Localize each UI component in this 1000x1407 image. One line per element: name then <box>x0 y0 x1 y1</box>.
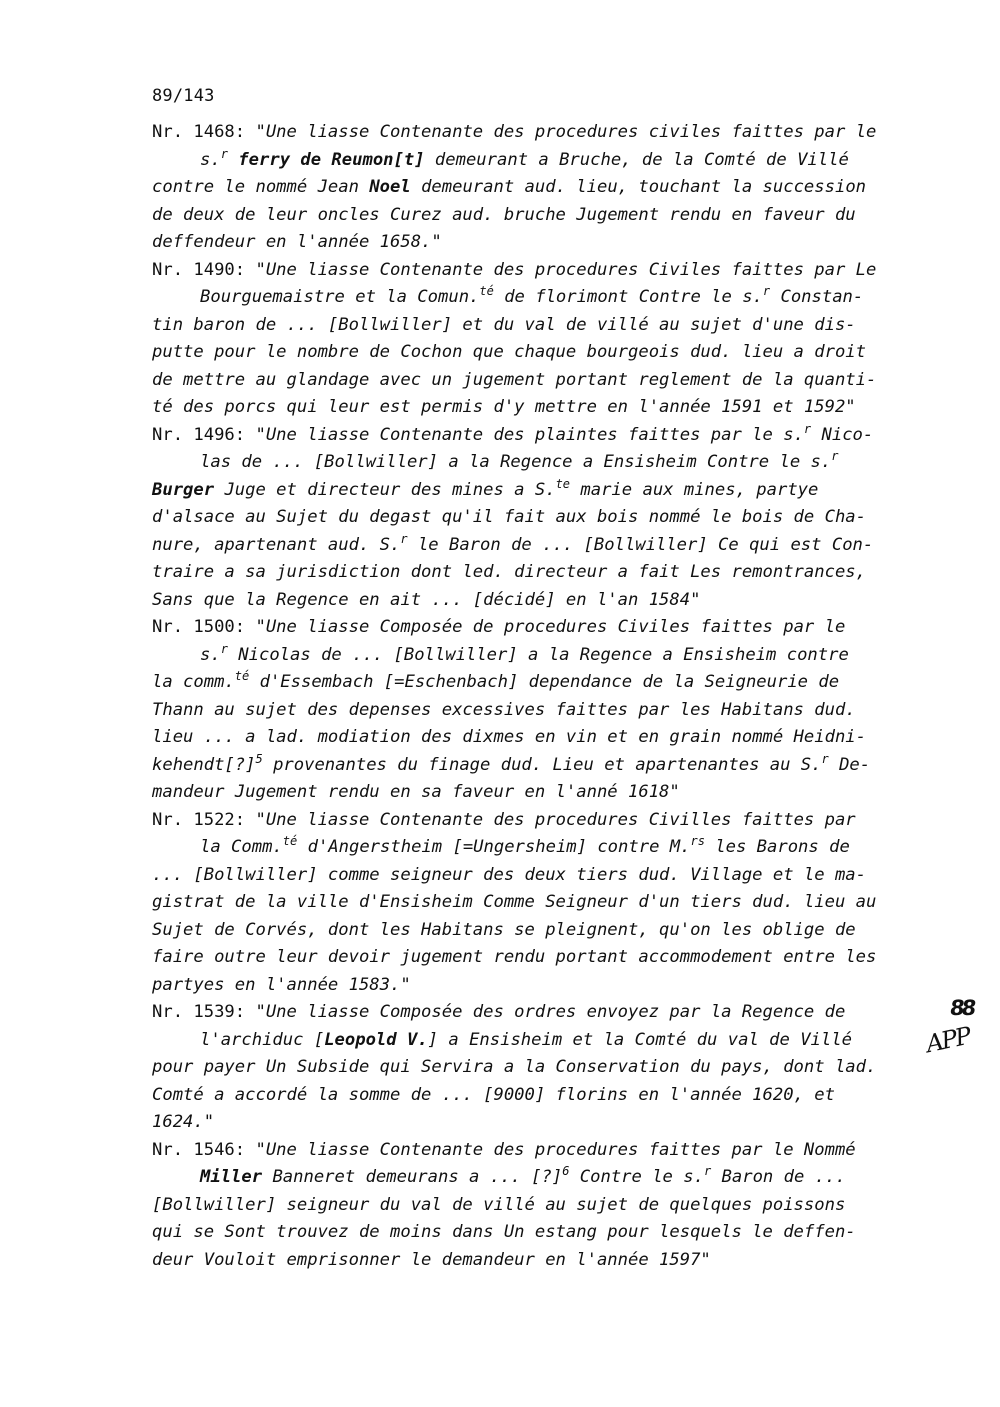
bold-name: Miller <box>200 1167 263 1187</box>
entry-number: Nr. 1496: <box>152 424 256 445</box>
entry-text: d'Angerstheim [=Ungersheim] contre M. <box>297 837 691 857</box>
entry-text: Bourguemaistre et la Comun. <box>200 287 480 307</box>
entry-text: Nico- <box>811 424 874 445</box>
entry-line <box>152 1054 932 1082</box>
entry-text: De- <box>828 754 871 775</box>
entries-list <box>152 119 932 1274</box>
entry-text: provenantes du finage dud. Lieu et apartenantes au S. <box>262 754 822 775</box>
entry-line <box>152 669 932 697</box>
entry-text: "Une liasse Composée de procedures Civiles faittes par le <box>255 617 846 637</box>
entry-line <box>152 1137 932 1165</box>
superscript: r <box>220 146 228 161</box>
bold-name: Noel <box>369 177 411 197</box>
entry-text: las de ... [Bollwiller] a la Regence a Ensisheim Contre le s. <box>200 452 832 472</box>
entry-text: 1624." <box>152 1112 215 1132</box>
entry-line <box>152 1247 932 1275</box>
superscript: té <box>282 834 298 848</box>
superscript: r <box>803 421 812 436</box>
entry-line <box>152 532 932 560</box>
entry-text: faire outre leur devoir jugement rendu portant accommodement entre les <box>152 947 877 967</box>
entry-line <box>152 257 932 285</box>
entry-text: de deux de leur oncles Curez aud. bruche Jugement rendu en faveur du <box>152 204 856 225</box>
archive-entry <box>152 807 932 1000</box>
entry-text: Contre le s. <box>569 1167 704 1187</box>
entry-line <box>152 284 932 312</box>
entry-text: nure, apartenant aud. S. <box>152 534 401 555</box>
archive-entry <box>152 119 932 257</box>
entry-text: Sujet de Corvés, dont les Habitans se pleignent, qu'on les oblige de <box>152 919 856 940</box>
entry-line <box>152 229 932 257</box>
superscript: r <box>703 1164 712 1178</box>
entry-text: "Une liasse Contenante des procedures civiles faittes par le <box>255 122 877 142</box>
entry-line <box>152 312 932 340</box>
bold-name: Burger <box>152 479 215 500</box>
entry-line <box>152 394 932 422</box>
entry-line <box>152 1219 932 1247</box>
entry-text: "Une liasse Contenante des procedures Civiles faittes par Le <box>255 259 877 280</box>
entry-line <box>152 202 932 230</box>
entry-text: "Une liasse Contenante des procedures Civilles faittes par <box>255 809 856 830</box>
entry-line <box>152 1082 932 1110</box>
entry-text: Comté a accordé la somme de ... [9000] florins en l'année 1620, et <box>152 1084 835 1105</box>
entry-line <box>152 339 932 367</box>
entry-line <box>152 1109 932 1137</box>
entry-line <box>152 779 932 807</box>
superscript: 5 <box>255 751 263 766</box>
entry-text: demeurant aud. lieu, touchant la succession <box>410 177 867 197</box>
entry-text: la comm. <box>152 672 235 692</box>
entry-line <box>152 504 932 532</box>
entry-line <box>152 147 932 175</box>
archive-entry <box>152 614 932 807</box>
entry-line <box>152 889 932 917</box>
entry-line <box>152 1027 932 1055</box>
entry-line <box>152 807 932 835</box>
entry-text: deur Vouloit emprisonner le demandeur en l'année 1597" <box>152 1249 711 1270</box>
entry-line <box>152 834 932 862</box>
entry-line <box>152 614 932 642</box>
entry-text: Baron de ... <box>711 1167 846 1187</box>
superscript: té <box>234 669 250 683</box>
superscript: r <box>220 641 228 656</box>
page-number: 89/143 <box>152 86 215 106</box>
entry-text: traire a sa jurisdiction dont led. directeur a fait Les remontrances, <box>152 562 866 582</box>
entry-text: s. <box>200 644 221 665</box>
entry-text: demeurant a Bruche, de la Comté de Villé <box>424 149 849 170</box>
entry-text: partyes en l'année 1583." <box>152 974 411 995</box>
superscript: 6 <box>562 1164 570 1178</box>
entry-text: Sans que la Regence en ait ... [décidé] en l'an 1584" <box>152 589 701 610</box>
entry-line <box>152 559 932 587</box>
superscript: r <box>821 751 829 766</box>
entry-text: ... [Bollwiller] comme seigneur des deux tiers dud. Village et le ma- <box>152 864 866 885</box>
archive-entry <box>152 257 932 422</box>
superscript: te <box>555 476 571 491</box>
entry-line <box>152 642 932 670</box>
entry-text: ] a Ensisheim et la Comté du val de Villé <box>427 1029 852 1050</box>
entry-number: Nr. 1546: <box>152 1139 256 1160</box>
entry-text: Thann au sujet des depenses excessives faittes par les Habitans dud. <box>152 699 856 720</box>
entry-line <box>152 477 932 505</box>
entry-line <box>152 862 932 890</box>
entry-text: contre le nommé Jean <box>152 177 370 197</box>
entry-text: marie aux mines, partye <box>570 479 819 500</box>
entry-text: "Une liasse Contenante des plaintes faittes par le s. <box>255 424 804 445</box>
entry-text: lieu ... a lad. modiation des dixmes en vin et en grain nommé Heidni- <box>152 727 866 747</box>
handwritten-initials: APP <box>923 1021 973 1059</box>
entry-text <box>228 150 238 170</box>
entry-text: Nicolas de ... [Bollwiller] a la Regence a Ensisheim contre <box>227 644 849 665</box>
entry-text: tin baron de ... [Bollwiller] et du val de villé au sujet d'une dis- <box>152 314 856 335</box>
entry-text: s. <box>200 149 221 170</box>
entry-text: putte pour le nombre de Cochon que chaque bourgeois dud. lieu a droit <box>152 342 866 362</box>
entry-text: d'Essembach [=Eschenbach] dependance de la Seigneurie de <box>249 672 840 692</box>
entry-line <box>152 119 932 147</box>
entry-line <box>152 724 932 752</box>
entry-text: de florimont Contre le s. <box>493 287 763 307</box>
entry-text: qui se Sont trouvez de moins dans Un estang pour lesquels le deffen- <box>152 1222 856 1242</box>
entry-line <box>152 587 932 615</box>
entry-text: d'alsace au Sujet du degast qu'il fait aux bois nommé le bois de Cha- <box>152 507 866 527</box>
entry-line <box>152 999 932 1027</box>
entry-line <box>152 944 932 972</box>
superscript: rs <box>690 834 705 848</box>
entry-text: [Bollwiller] seigneur du val de villé au sujet de quelques poissons <box>152 1194 846 1215</box>
entry-text: té des porcs qui leur est permis d'y mettre en l'année 1591 et 1592" <box>152 397 856 417</box>
entry-number: Nr. 1522: <box>152 809 256 830</box>
entry-text: la Comm. <box>200 837 283 857</box>
entry-text: Juge et directeur des mines a S. <box>214 479 556 500</box>
archive-entry <box>152 1137 932 1275</box>
entry-text: Banneret demeurans a ... [?] <box>262 1167 563 1187</box>
entry-line <box>152 972 932 1000</box>
superscript: r <box>762 284 771 298</box>
superscript: r <box>831 449 839 463</box>
entry-text: les Barons de <box>704 837 850 857</box>
entry-line <box>152 917 932 945</box>
entry-line <box>152 367 932 395</box>
entry-text: mandeur Jugement rendu en sa faveur en l'anné 1618" <box>152 782 680 802</box>
entry-text: de mettre au glandage avec un jugement portant reglement de la quanti- <box>152 369 877 390</box>
entry-text: "Une liasse Contenante des procedures faittes par le Nommé <box>255 1139 856 1160</box>
entry-number: Nr. 1490: <box>152 259 256 280</box>
entry-text: gistrat de la ville d'Ensisheim Comme Seigneur d'un tiers dud. lieu au <box>152 892 877 912</box>
entry-number: Nr. 1539: <box>152 1002 256 1022</box>
superscript: té <box>479 284 494 298</box>
archive-entry <box>152 999 932 1137</box>
entry-line <box>152 1164 932 1192</box>
entry-text: kehendt[?] <box>152 754 256 775</box>
entry-text: le Baron de ... [Bollwiller] Ce qui est Con- <box>407 534 874 555</box>
entry-line <box>152 174 932 202</box>
entry-line <box>152 1192 932 1220</box>
entry-text: Constan- <box>770 287 864 307</box>
entry-text: pour payer Un Subside qui Servira a la Conservation du pays, dont lad. <box>152 1057 877 1077</box>
entry-text: "Une liasse Composée des ordres envoyez par la Regence de <box>255 1002 846 1022</box>
entry-line <box>152 449 932 477</box>
bold-name: Leopold V. <box>324 1029 428 1050</box>
entry-text: deffendeur en l'année 1658." <box>152 232 442 252</box>
entry-text: l'archiduc [ <box>200 1029 325 1050</box>
entry-line <box>152 697 932 725</box>
entry-number: Nr. 1500: <box>152 617 256 637</box>
archive-stamp: 88 <box>948 996 975 1020</box>
entry-line <box>152 422 932 450</box>
superscript: r <box>400 531 408 546</box>
entry-number: Nr. 1468: <box>152 122 256 142</box>
archive-entry <box>152 422 932 615</box>
entry-line <box>152 752 932 780</box>
bold-name: ferry de Reumon[t] <box>238 149 425 170</box>
